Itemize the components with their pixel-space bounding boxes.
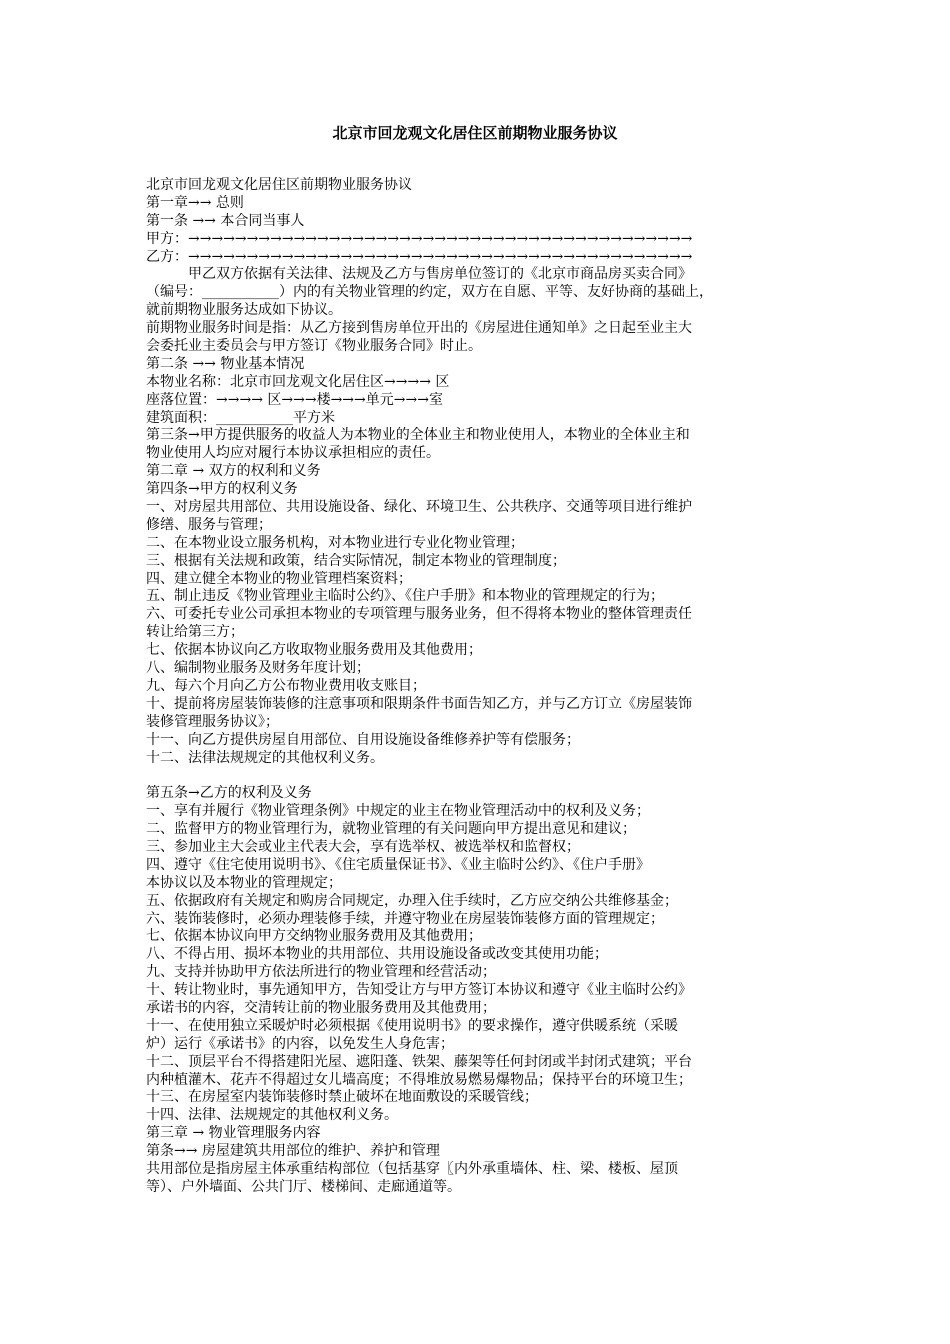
- text-line: 修缮、服务与管理；: [146, 516, 272, 533]
- text-line: 十二、顶层平台不得搭建阳光屋、遮阳蓬、铁架、藤架等任何封闭或半封闭式建筑；平台: [146, 1053, 692, 1070]
- text-line: 座落位置：→→→→ 区→→→楼→→→单元→→→室: [146, 391, 443, 408]
- text-line: 二、监督甲方的物业管理行为，就物业管理的有关问题向甲方提出意见和建议；: [146, 821, 636, 838]
- text-line: 物业使用人均应对履行本协议承担相应的责任。: [146, 445, 440, 462]
- text-line: 承诺书的内容，交清转让前的物业服务费用及其他费用；: [146, 999, 496, 1016]
- text-line: 一、享有并履行《物业管理条例》中规定的业主在物业管理活动中的权利及义务；: [146, 803, 650, 820]
- text-line: 甲方：→→→→→→→→→→→→→→→→→→→→→→→→→→→→→→→→→→→→→→→→→→→: [146, 230, 693, 247]
- text-line: 转让给第三方；: [146, 624, 244, 641]
- text-line: 第三条→甲方提供服务的收益人为本物业的全体业主和物业使用人，本物业的全体业主和: [146, 427, 690, 444]
- text-line: 四、遵守《住宅使用说明书》、《住宅质量保证书》、《业主临时公约》、《住户手册》: [146, 856, 650, 873]
- text-line: 五、依据政府有关规定和购房合同规定，办理入住手续时，乙方应交纳公共维修基金；: [146, 892, 678, 909]
- text-line: 建筑面积：___________平方米: [146, 409, 335, 426]
- text-line: 共用部位是指房屋主体承重结构部位（包括基穿〖内外承重墙体、柱、梁、楼板、屋顶: [146, 1160, 678, 1177]
- text-line: 四、建立健全本物业的物业管理档案资料；: [146, 570, 412, 587]
- text-line: 本物业名称：北京市回龙观文化居住区→→→→ 区: [146, 373, 450, 390]
- document-body: [146, 177, 814, 1197]
- text-line: 十一、在使用独立采暖炉时必须根据《使用说明书》的要求操作，遵守供暖系统（采暖: [146, 1017, 678, 1034]
- text-line: 八、不得占用、损坏本物业的共用部位、共用设施设备或改变其使用功能；: [146, 946, 608, 963]
- text-line: 本协议以及本物业的管理规定；: [146, 874, 342, 891]
- text-line: 乙方：→→→→→→→→→→→→→→→→→→→→→→→→→→→→→→→→→→→→→→→→→→→: [146, 248, 693, 265]
- text-line: 十、转让物业时，事先通知甲方，告知受让方与甲方签订本协议和遵守《业主临时公约》: [146, 982, 692, 999]
- text-line: 六、装饰装修时，必须办理装修手续，并遵守物业在房屋装饰装修方面的管理规定；: [146, 910, 664, 927]
- text-line: 三、根据有关法规和政策，结合实际情况，制定本物业的管理制度；: [146, 552, 566, 569]
- text-line: 七、依据本协议向乙方收取物业服务费用及其他费用；: [146, 642, 482, 659]
- text-line: 九、支持并协助甲方依法所进行的物业管理和经营活动；: [146, 964, 496, 981]
- text-line: 三、参加业主大会或业主代表大会，享有选举权、被选举权和监督权；: [146, 838, 580, 855]
- document-title: 北京市回龙观文化居住区前期物业服务协议: [332, 124, 618, 142]
- text-line: 内种植灌木、花卉不得超过女儿墙高度；不得堆放易燃易爆物品；保持平台的环境卫生；: [146, 1071, 692, 1088]
- text-line: 甲乙双方依据有关法律、法规及乙方与售房单位签订的《北京市商品房买卖合同》: [146, 266, 692, 283]
- text-line: 六、可委托专业公司承担本物业的专项管理与服务业务，但不得将本物业的整体管理责任: [146, 606, 692, 623]
- text-line: 第条→→ 房屋建筑共用部位的维护、养护和管理: [146, 1143, 440, 1160]
- text-line: 炉）运行《承诺书》的内容，以免发生人身危害；: [146, 1035, 454, 1052]
- text-line: 一、对房屋共用部位、共用设施设备、绿化、环境卫生、公共秩序、交通等项目进行维护: [146, 499, 692, 516]
- text-line: 十三、在房屋室内装饰装修时禁止破坏在地面敷设的采暖管线；: [146, 1089, 538, 1106]
- text-line: 十、提前将房屋装饰装修的注意事项和限期条件书面告知乙方，并与乙方订立《房屋装饰: [146, 695, 692, 712]
- text-line: 第一章→→ 总则: [146, 194, 244, 211]
- text-line: 装修管理服务协议》；: [146, 713, 279, 730]
- text-line: 十四、法律、法规规定的其他权利义务。: [146, 1107, 398, 1124]
- text-line: 前期物业服务时间是指：从乙方接到售房单位开出的《房屋进住通知单》之日起至业主大: [146, 320, 692, 337]
- text-line: 北京市回龙观文化居住区前期物业服务协议: [146, 177, 412, 193]
- text-line: 等）、户外墙面、公共门厅、楼梯间、走廊通道等。: [146, 1178, 461, 1195]
- text-line: 九、每六个月向乙方公布物业费用收支账目；: [146, 677, 426, 694]
- text-line: （编号：___________）内的有关物业管理的约定，双方在自愿、平等、友好协商的基础上，: [146, 284, 713, 301]
- text-line: 会委托业主委员会与甲方签订《物业服务合同》时止。: [146, 338, 482, 355]
- text-line: 十二、法律法规规定的其他权利义务。: [146, 749, 384, 766]
- text-line: 五、制止违反《物业管理业主临时公约》、《住户手册》和本物业的管理规定的行为；: [146, 588, 664, 605]
- text-line: 第五条→乙方的权利及义务: [146, 785, 312, 802]
- text-line: 就前期物业服务达成如下协议。: [146, 302, 342, 319]
- blank-line: [146, 767, 814, 785]
- text-line: 第一条 →→ 本合同当事人: [146, 212, 305, 229]
- text-line: 第二章 → 双方的权利和义务: [146, 463, 321, 480]
- text-line: 二、在本物业设立服务机构，对本物业进行专业化物业管理；: [146, 534, 524, 551]
- text-line: 第三章 → 物业管理服务内容: [146, 1125, 321, 1142]
- text-line: 第四条→甲方的权利义务: [146, 481, 298, 498]
- text-line: 第二条 →→ 物业基本情况: [146, 355, 305, 372]
- text-line: 十一、向乙方提供房屋自用部位、自用设施设备维修养护等有偿服务；: [146, 731, 580, 748]
- text-line: 八、编制物业服务及财务年度计划；: [146, 660, 370, 677]
- text-line: 七、依据本协议向甲方交纳物业服务费用及其他费用；: [146, 928, 482, 945]
